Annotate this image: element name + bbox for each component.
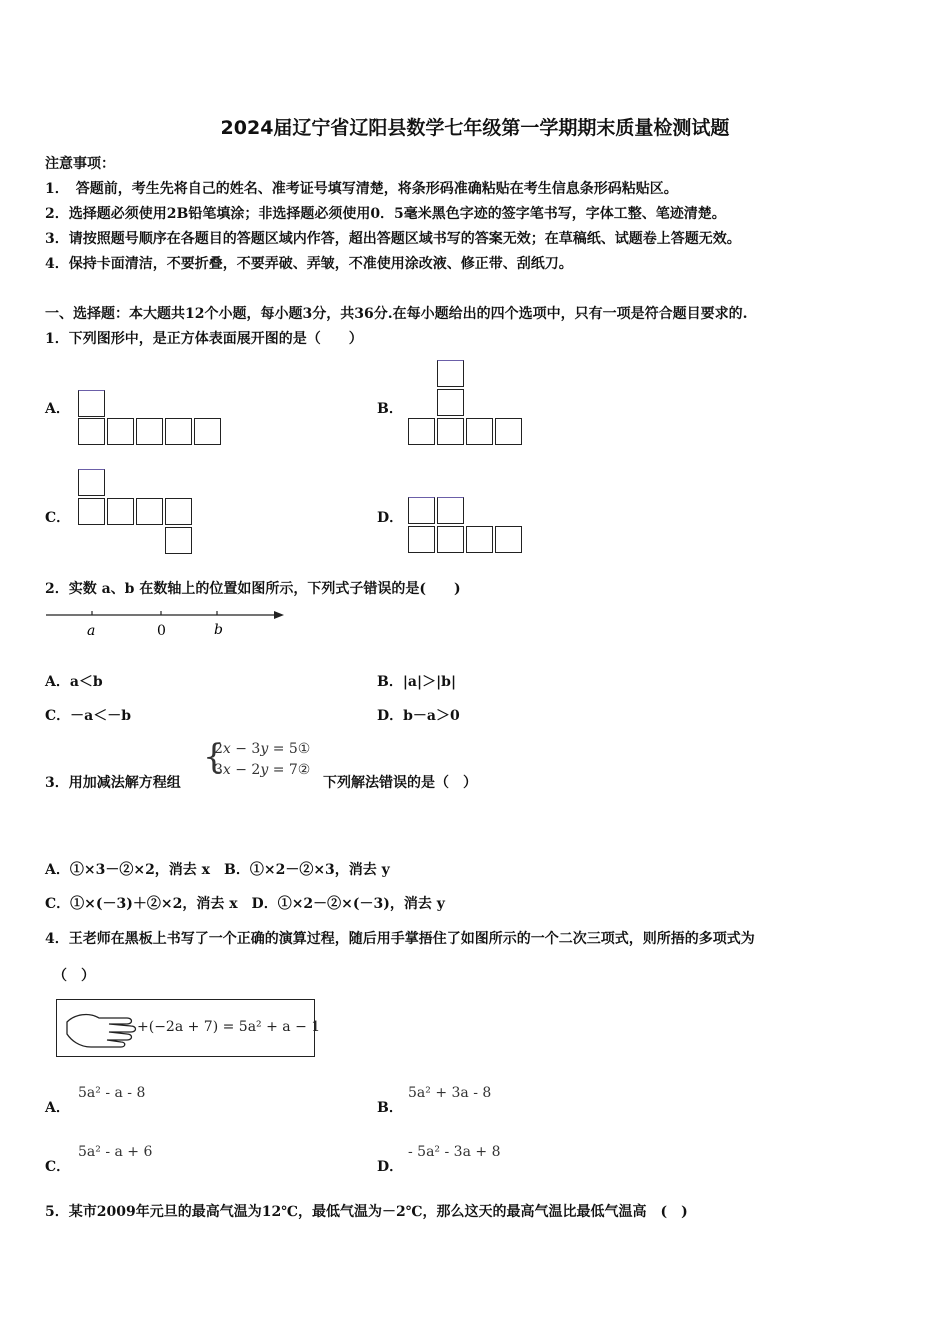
q3-equation-2: 3𝑥 − 2𝑦 = 7② <box>214 762 311 778</box>
q4-option-a: 5a² - a - 8 <box>78 1085 146 1101</box>
q2-option-c: C．－a＜－b <box>45 708 132 724</box>
q4-label-a: A． <box>45 1100 70 1116</box>
q4-paren: （ ） <box>53 968 95 984</box>
q2-option-a: A．a＜b <box>45 674 103 690</box>
axis-label-b: b <box>214 622 223 638</box>
notice-heading: 注意事项： <box>45 156 115 172</box>
q2-option-b: B．|a|＞|b| <box>377 674 457 690</box>
q4-stem: 4．王老师在黑板上书写了一个正确的演算过程，随后用手掌捂住了如图所示的一个二次三项式，则所捂的多项式为 <box>45 931 755 947</box>
notice-item-2: 2．选择题必须使用2B铅笔填涂；非选择题必须使用0．5毫米黑色字迹的签字笔书写，字体工整、笔迹清楚。 <box>45 206 726 222</box>
q1-label-c: C． <box>45 510 71 526</box>
q1-stem: 1．下列图形中，是正方体表面展开图的是（ ） <box>45 331 363 347</box>
q1-label-b: B． <box>377 401 403 417</box>
q2-stem: 2．实数 a、b 在数轴上的位置如图所示，下列式子错误的是( ) <box>45 581 461 597</box>
q3-options-line-1: A．①×3－②×2，消去 x B．①×2－②×3，消去 y <box>45 862 390 878</box>
q4-label-b: B． <box>377 1100 403 1116</box>
q1-label-a: A． <box>45 401 70 417</box>
axis-label-a: a <box>87 623 96 639</box>
page-title: 2024届辽宁省辽阳县数学七年级第一学期期末质量检测试题 <box>220 117 730 139</box>
blackboard-figure <box>56 999 321 1057</box>
q3-options-line-2: C．①×(－3)＋②×2，消去 x D．①×2－②×(－3)，消去 y <box>45 896 445 912</box>
hand-icon <box>65 1008 137 1048</box>
q3-stem-before: 3．用加减法解方程组 <box>45 775 181 791</box>
axis-label-zero: 0 <box>157 623 166 639</box>
q2-option-d: D．b－a＞0 <box>377 708 460 724</box>
equation-brace: { <box>203 737 225 777</box>
notice-item-3: 3．请按照题号顺序在各题目的答题区域内作答，超出答题区域书写的答案无效；在草稿纸、试题卷上答题无效。 <box>45 231 741 247</box>
board-expression: +(−2a + 7) = 5a² + a − 1 <box>137 1019 321 1035</box>
number-line <box>46 606 286 642</box>
q4-option-b: 5a² + 3a - 8 <box>408 1085 492 1101</box>
q3-equation-1: 2𝑥 − 3𝑦 = 5① <box>214 741 311 757</box>
q4-label-c: C． <box>45 1159 71 1175</box>
q4-option-c: 5a² - a + 6 <box>78 1144 153 1160</box>
q5-stem: 5．某市2009年元旦的最高气温为12℃，最低气温为－2℃，那么这天的最高气温比最低气温高 ( ) <box>45 1204 688 1220</box>
q3-stem-after: 下列解法错误的是（ ） <box>323 775 477 791</box>
section-heading: 一、选择题：本大题共12个小题，每小题3分，共36分.在每小题给出的四个选项中，只有一项是符合题目要求的. <box>45 306 748 322</box>
q4-option-d: - 5a² - 3a + 8 <box>408 1144 501 1160</box>
q4-label-d: D． <box>377 1159 404 1175</box>
notice-item-4: 4．保持卡面清洁，不要折叠，不要弄破、弄皱，不准使用涂改液、修正带、刮纸刀。 <box>45 256 573 272</box>
q1-label-d: D． <box>377 510 404 526</box>
notice-item-1: 1． 答题前，考生先将自己的姓名、准考证号填写清楚，将条形码准确粘贴在考生信息条形码粘贴区。 <box>45 181 678 197</box>
